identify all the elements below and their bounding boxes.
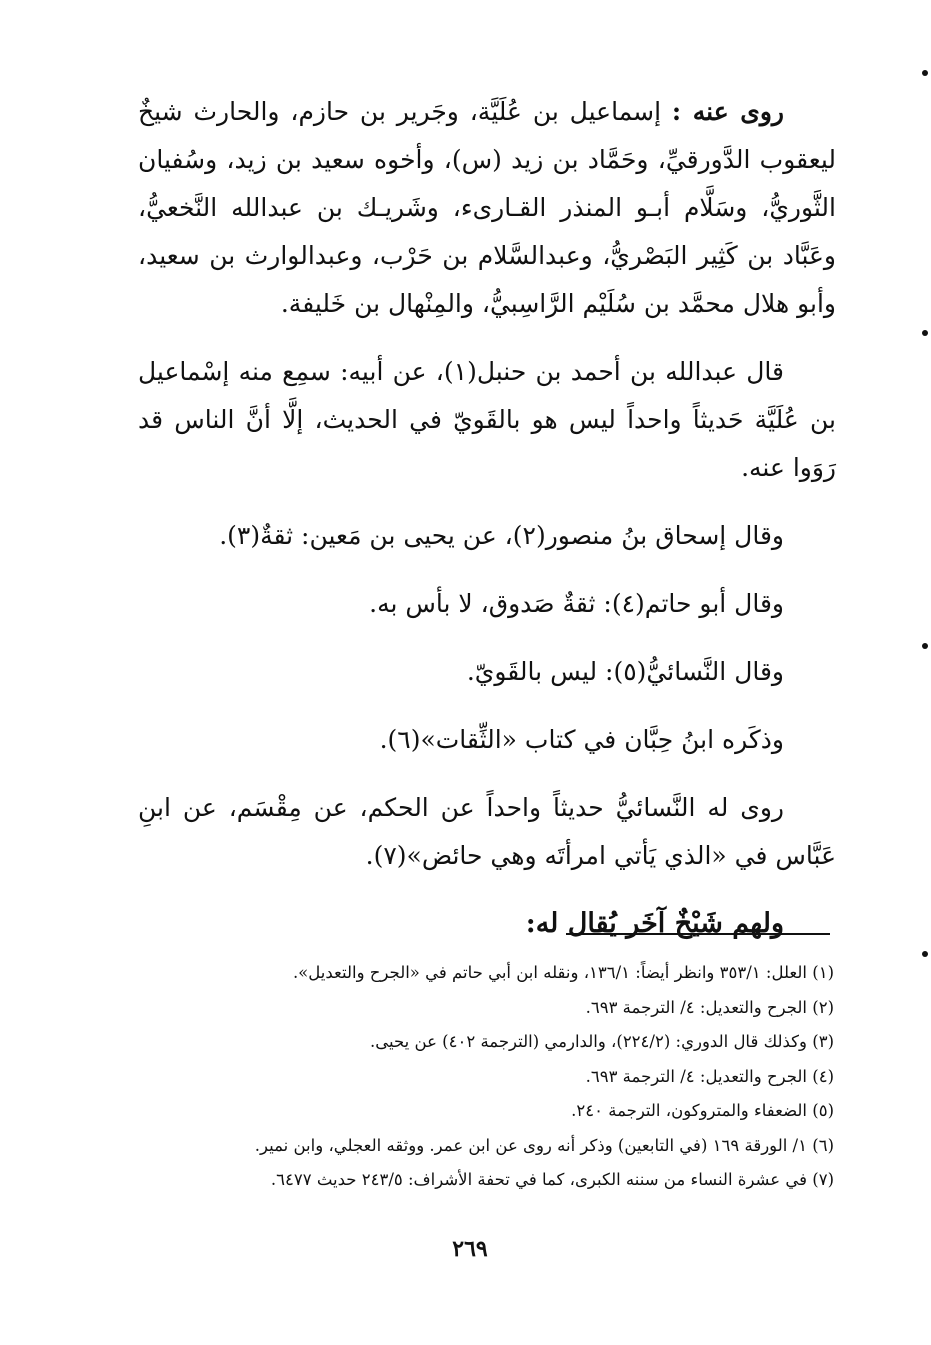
footnote-6: (٦) ١/ الورقة ١٦٩ (في التابعين) وذكر أنه روى عن ابن عمر. ووثقه العجلي، وابن نمير. xyxy=(254,1135,834,1155)
footnote-5: (٥) الضعفاء والمتروكون، الترجمة ٢٤٠. xyxy=(571,1101,834,1120)
paragraph-nasai: وقال النَّسائيُّ(٥): ليس بالقَويّ. xyxy=(466,657,784,686)
paragraph-ibn-hibban: وذكَره ابنُ حِبَّان في كتاب «الثِّقات»(٦). xyxy=(379,725,784,754)
section-heading: ولهم شَيْخٌ آخَر يُقال له: xyxy=(525,908,784,939)
footnote-separator xyxy=(566,933,830,935)
narrators-paragraph xyxy=(138,88,836,328)
scan-mark xyxy=(922,70,928,76)
paragraph-ibn-hanbal: قال عبدالله بن أحمد بن حنبل(١)، عن أبيه: سمِع منه إسْماعيل بن عُلَيَّة حَديثاً واحداً ليس هو بالقَويّ في الحديث، إلَّا أنَّ الناس قد رَوَوا عنه. xyxy=(138,357,836,482)
page-number: ٢٦٩ xyxy=(452,1236,488,1262)
paragraph-ibn-maeen: وقال إسحاق بنُ منصور(٢)، عن يحيى بن مَعين: ثقةٌ(٣). xyxy=(219,521,784,550)
footnote-3: (٣) وكذلك قال الدوري: (٢٢٤/٢)، والدارمي (الترجمة ٤٠٢) عن يحيى. xyxy=(370,1032,834,1051)
narrators-label: روى عنه : xyxy=(671,97,784,126)
main-text xyxy=(138,88,836,968)
footnote-4: (٤) الجرح والتعديل: ٤/ الترجمة ٦٩٣. xyxy=(585,1066,834,1086)
footnote-2: (٢) الجرح والتعديل: ٤/ الترجمة ٦٩٣. xyxy=(585,997,834,1017)
paragraph-narration: روى له النَّسائيُّ حديثاً واحداً عن الحكم، عن مِقْسَم، عن ابنِ عَبَّاس في «الذي يَأتي امرأتَه وهي حائض»(٧). xyxy=(138,793,836,870)
scan-mark xyxy=(922,330,928,336)
paragraph-abu-hatim: وقال أبو حاتم(٤): ثقةٌ صَدوق، لا بأس به. xyxy=(369,589,784,618)
footnotes xyxy=(140,956,834,1198)
scan-mark xyxy=(922,643,928,649)
footnote-1: (١) العلل: ٣٥٣/١ وانظر أيضاً: ١٣٦/١، ونقله ابن أبي حاتم في «الجرح والتعديل». xyxy=(292,963,834,982)
footnote-7: (٧) في عشرة النساء من سننه الكبرى، كما في تحفة الأشراف: ٢٤٣/٥ حديث ٦٤٧٧. xyxy=(270,1170,834,1189)
scan-mark xyxy=(922,951,928,957)
narrators-text: إسماعيل بن عُلَيَّة، وجَرير بن حازم، والحارث شيخٌ ليعقوب الدَّورقيِّ، وحَمَّاد بن زيد (س)، وأخوه سعيد بن زيد، وسُفيان الثَّوريُّ، وسَلَّام أبـو المنذر القـارىء، وشَريـك بن عبدالله النَّخعيُّ، وعَبَّاد بن كَثِير البَصْريُّ، وعبدالسَّلام بن حَرْب، وعبدالوارث بن سعيد، وأبو هلال محمَّد بن سُلَيْم الرَّاسِبيُّ، والمِنْهال بن خَليفة. xyxy=(138,97,836,318)
